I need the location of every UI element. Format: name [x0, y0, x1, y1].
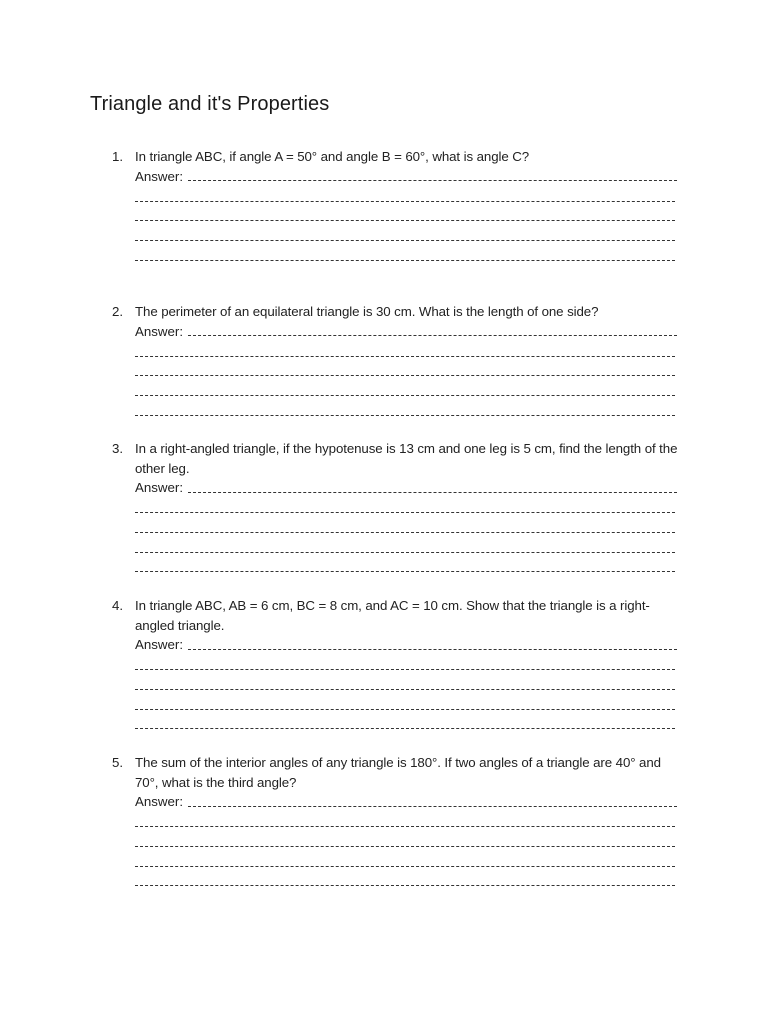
- line-rule: [135, 415, 675, 416]
- line-rule: [135, 689, 675, 690]
- answer-blank-line[interactable]: [135, 498, 680, 518]
- question-body: [135, 147, 680, 265]
- answer-blank-line[interactable]: [135, 245, 680, 265]
- answer-blank-line[interactable]: [135, 537, 680, 557]
- answer-blank-line[interactable]: [135, 812, 680, 832]
- answer-blank-line[interactable]: [135, 206, 680, 226]
- question-number: 1.: [112, 149, 124, 164]
- line-rule: [135, 375, 675, 376]
- answer-label: Answer:: [135, 637, 184, 653]
- line-rule: [135, 240, 675, 241]
- question-text: In a right-angled triangle, if the hypotenuse is 13 cm and one leg is 5 cm, find the length of the other leg.: [135, 441, 678, 476]
- line-rule: [135, 709, 675, 710]
- line-rule: [135, 395, 675, 396]
- line-rule: [135, 866, 675, 867]
- line-rule: [135, 571, 675, 572]
- line-rule: [135, 512, 675, 513]
- question-number: 3.: [112, 441, 124, 456]
- answer-blank-line[interactable]: [135, 186, 680, 206]
- answer-label: Answer:: [135, 480, 184, 496]
- answer-line[interactable]: [188, 180, 677, 181]
- question-text: In triangle ABC, AB = 6 cm, BC = 8 cm, and AC = 10 cm. Show that the triangle is a right-angled triangle.: [135, 598, 650, 633]
- answer-blank-line[interactable]: [135, 851, 680, 871]
- line-rule: [135, 356, 675, 357]
- line-rule: [135, 260, 675, 261]
- question-body: [135, 753, 680, 890]
- line-rule: [135, 532, 675, 533]
- answer-blank-line[interactable]: [135, 380, 680, 400]
- line-rule: [135, 728, 675, 729]
- question-text: The sum of the interior angles of any triangle is 180°. If two angles of a triangle are 40° and 70°, what is the third angle?: [135, 755, 661, 790]
- question-body: [135, 439, 680, 576]
- question-number: 4.: [112, 598, 124, 613]
- answer-blank-line[interactable]: [135, 714, 680, 734]
- answer-blank-line[interactable]: [135, 517, 680, 537]
- answer-label: Answer:: [135, 323, 184, 339]
- answer-label: Answer:: [135, 168, 184, 184]
- answer-line[interactable]: [188, 806, 677, 807]
- line-rule: [135, 846, 675, 847]
- answer-row: [135, 635, 680, 655]
- answer-blank-line[interactable]: [135, 831, 680, 851]
- line-rule: [135, 669, 675, 670]
- answer-line[interactable]: [188, 649, 677, 650]
- question-body: [135, 302, 680, 420]
- answer-blank-line[interactable]: [135, 674, 680, 694]
- page-title: Triangle and it's Properties: [90, 93, 330, 115]
- answer-blank-line[interactable]: [135, 361, 680, 381]
- answer-blank-line[interactable]: [135, 655, 680, 675]
- question-body: [135, 596, 680, 733]
- answer-blank-line[interactable]: [135, 557, 680, 577]
- question-text: In triangle ABC, if angle A = 50° and angle B = 60°, what is angle C?: [135, 149, 530, 164]
- answer-label: Answer:: [135, 794, 184, 810]
- answer-row: [135, 322, 680, 342]
- answer-row: [135, 792, 680, 812]
- answer-line[interactable]: [188, 335, 677, 336]
- question-text: The perimeter of an equilateral triangle is 30 cm. What is the length of one side?: [135, 304, 599, 319]
- line-rule: [135, 826, 675, 827]
- line-rule: [135, 552, 675, 553]
- answer-blank-line[interactable]: [135, 400, 680, 420]
- answer-blank-line[interactable]: [135, 341, 680, 361]
- line-rule: [135, 220, 675, 221]
- question-number: 2.: [112, 304, 124, 319]
- question-number: 5.: [112, 755, 124, 770]
- answer-line[interactable]: [188, 492, 677, 493]
- answer-blank-line[interactable]: [135, 225, 680, 245]
- answer-blank-line[interactable]: [135, 871, 680, 891]
- answer-blank-line[interactable]: [135, 694, 680, 714]
- line-rule: [135, 885, 675, 886]
- answer-row: [135, 478, 680, 498]
- line-rule: [135, 201, 675, 202]
- answer-row: [135, 167, 680, 187]
